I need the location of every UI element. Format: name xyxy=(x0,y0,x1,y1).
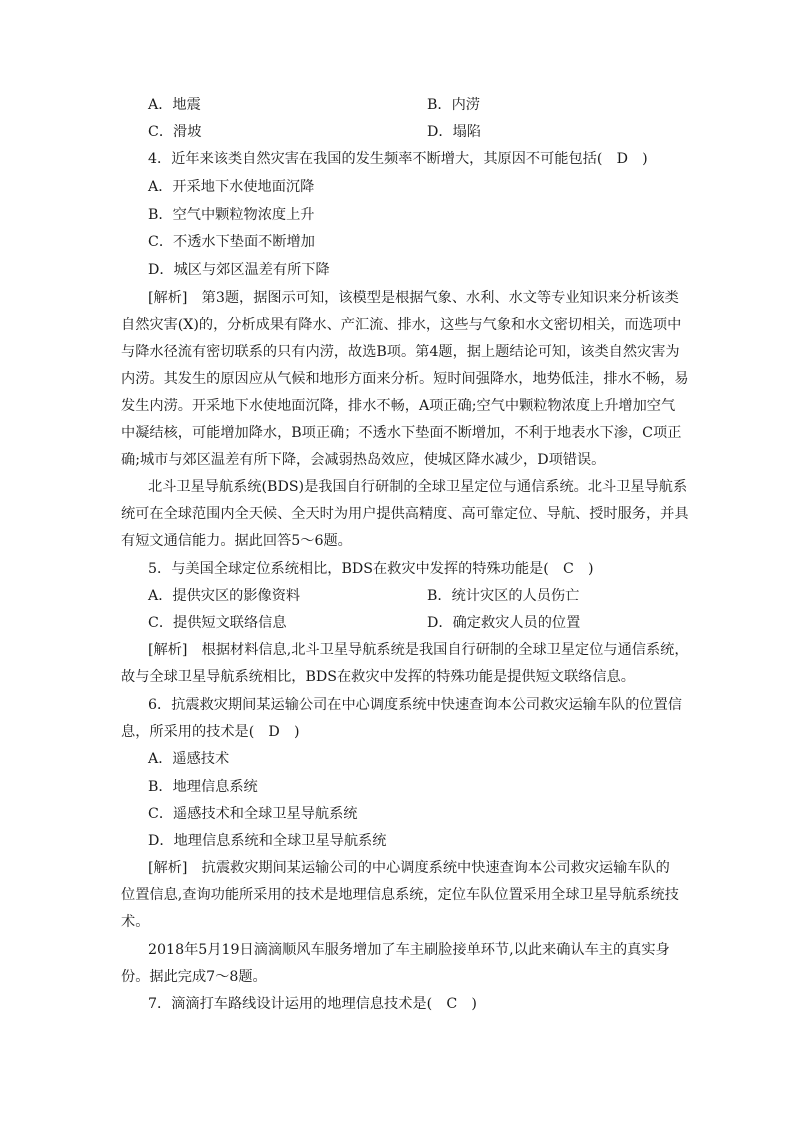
analysis5-line: 故与全球卫星导航系统相比，BDS在救灾中发挥的特殊功能是提供短文联络信息。 xyxy=(121,669,635,685)
analysis34-line: 自然灾害(X)的，分析成果有降水、产汇流、排水，这些与气象和水文密切相关，而选项中 xyxy=(121,317,682,333)
q6-option-c: C．遥感技术和全球卫星导航系统 xyxy=(148,806,358,822)
analysis34-line: 确;城市与郊区温差有所下降，会减弱热岛效应，使城区降水减少，D项错误。 xyxy=(121,452,606,468)
q3-option-c: C．滑坡 xyxy=(148,124,202,140)
q4-stem: 4．近年来该类自然灾害在我国的发生频率不断增大，其原因不可能包括( D ) xyxy=(148,151,648,167)
q7-stem: 7．滴滴打车路线设计运用的地理信息技术是( C ) xyxy=(148,996,477,1012)
analysis34-line: 中凝结核，可能增加降水，B项正确；不透水下垫面不断增加，不利于地表水下渗，C项正 xyxy=(121,425,682,441)
material78-line: 份。据此完成7～8题。 xyxy=(121,969,267,985)
q3-option-b: B．内涝 xyxy=(427,97,480,113)
q6-option-d: D．地理信息系统和全球卫星导航系统 xyxy=(148,833,387,849)
analysis34-line: 与降水径流有密切联系的只有内涝，故选B项。第4题，据上题结论可知，该类自然灾害为 xyxy=(121,344,680,360)
q4-option-a: A．开采地下水使地面沉降 xyxy=(148,179,315,195)
analysis6-line: 位置信息,查询功能所采用的技术是地理信息系统，定位车队位置采用全球卫星导航系统技 xyxy=(121,887,679,903)
q5-option-c: C．提供短文联络信息 xyxy=(148,615,287,631)
material56-line: 有短文通信能力。据此回答5～6题。 xyxy=(121,533,352,549)
analysis34-line: 内涝。其发生的原因应从气候和地形方面来分析。短时间强降水，地势低洼，排水不畅，易 xyxy=(121,371,689,387)
analysis34-line: [解析] 第3题，据图示可知，该模型是根据气象、水利、水文等专业知识来分析该类 xyxy=(148,290,679,306)
analysis34-line: 发生内涝。开采地下水使地面沉降，排水不畅，A项正确;空气中颗粒物浓度上升增加空气 xyxy=(121,398,676,414)
material78-line: 2018年5月19日滴滴顺风车服务增加了车主刷脸接单环节,以此来确认车主的真实身 xyxy=(148,942,670,958)
analysis6-line: [解析] 抗震救灾期间某运输公司的中心调度系统中快速查询本公司救灾运输车队的 xyxy=(148,860,670,876)
q5-option-b: B．统计灾区的人员伤亡 xyxy=(427,588,580,604)
q5-option-a: A．提供灾区的影像资料 xyxy=(148,588,301,604)
q5-stem: 5．与美国全球定位系统相比，BDS在救灾中发挥的特殊功能是( C ) xyxy=(148,561,594,577)
material56-line: 北斗卫星导航系统(BDS)是我国自行研制的全球卫星定位与通信系统。北斗卫星导航系 xyxy=(148,479,688,495)
material56-line: 统可在全球范围内全天候、全天时为用户提供高精度、高可靠定位、导航、授时服务，并具 xyxy=(121,506,689,522)
q4-option-b: B．空气中颗粒物浓度上升 xyxy=(148,207,315,223)
q4-option-d: D．城区与郊区温差有所下降 xyxy=(148,262,330,278)
q6-stem-line2: 息，所采用的技术是( D ) xyxy=(121,724,300,740)
q3-option-d: D．塌陷 xyxy=(427,124,481,140)
q6-stem-line1: 6．抗震救灾期间某运输公司在中心调度系统中快速查询本公司救灾运输车队的位置信 xyxy=(148,697,682,713)
q6-option-b: B．地理信息系统 xyxy=(148,779,258,795)
q4-option-c: C．不透水下垫面不断增加 xyxy=(148,234,315,250)
q6-option-a: A．遥感技术 xyxy=(148,751,230,767)
q3-option-a: A．地震 xyxy=(148,97,201,113)
analysis6-line: 术。 xyxy=(121,914,150,930)
q5-option-d: D．确定救灾人员的位置 xyxy=(427,615,581,631)
analysis5-line: [解析] 根据材料信息,北斗卫星导航系统是我国自行研制的全球卫星定位与通信系统， xyxy=(148,642,689,658)
